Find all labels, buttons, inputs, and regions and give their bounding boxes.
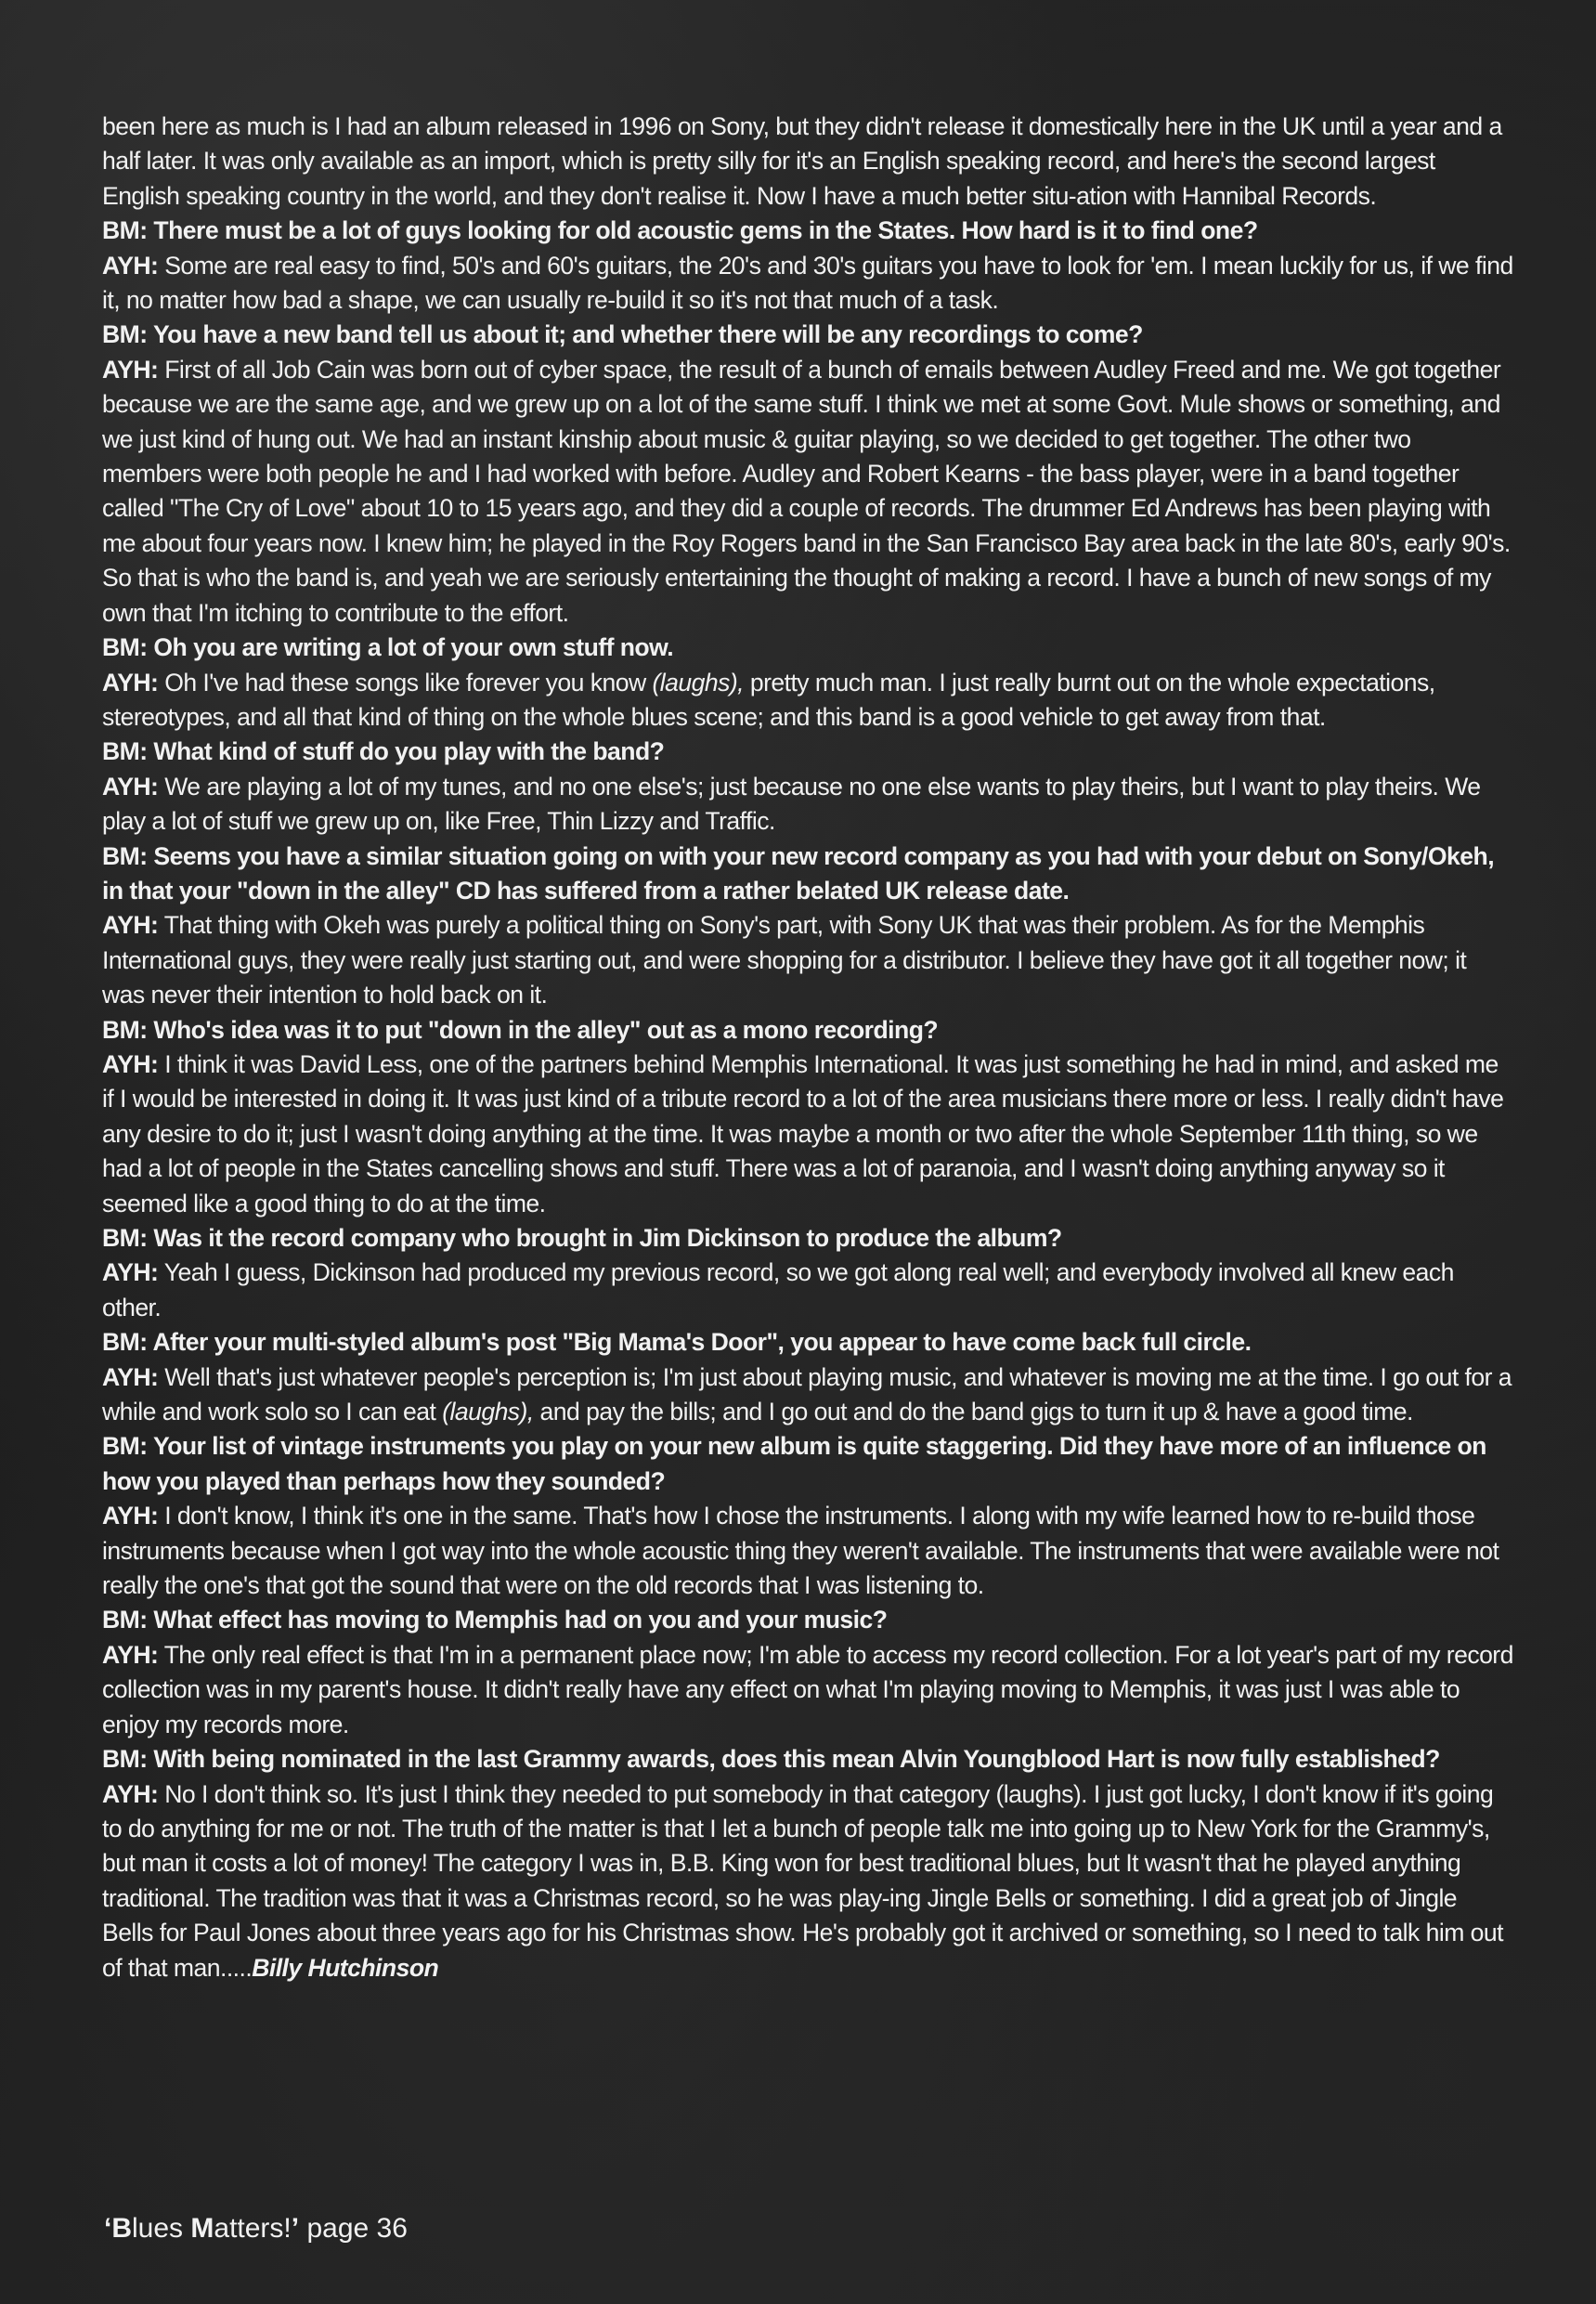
answer: AYH: Oh I've had these songs like forever you know (laughs), pretty much man. I just really burnt out on the whole expectations, stereotypes, and all that kind of thing on the whole blues scene; and this band is a good vehicle to get away from that. (102, 668, 1435, 731)
question: BM: What kind of stuff do you play with the band? (102, 737, 665, 766)
page-footer: ‘Blues Matters!’ page 36 (104, 2213, 408, 2244)
answer: AYH: First of all Job Cain was born out of cyber space, the result of a bunch of emails between Audley Freed and me. We got together because we are the same age, and we grew up on a lot of the same stuff. I think we met at some Govt. Mule shows or something, and we just kind of hung out. We had an instant kinship about music & guitar playing, so we decided to get together. The other two members were both people he and I had worked with before. Audley and Robert Kearns - the bass player, were in a band together called "The Cry of Love" about 10 to 15 years ago, and they did a couple of records. The drummer Ed Andrews has been playing with me about four years now. I knew him; he played in the Roy Rogers band in the San Francisco Bay area back in the late 80's, early 90's. So that is who the band is, and yeah we are seriously entertaining the thought of making a record. I have a bunch of new songs of my own that I'm itching to contribute to the effort. (102, 355, 1511, 627)
author-signature: Billy Hutchinson (252, 1953, 439, 1982)
paragraph: been here as much is I had an album released in 1996 on Sony, but they didn't release it domestically here in the UK until a year and a half later. It was only available as an import, which is pretty silly for it's an English speaking record, and here's the second largest English speaking country in the world, and they don't realise it. Now I have a much better situ-ation with Hannibal Records. (102, 112, 1502, 210)
answer: AYH: Yeah I guess, Dickinson had produced my previous record, so we got along real well; and everybody involved all knew each other. (102, 1258, 1454, 1321)
question: BM: Was it the record company who brought in Jim Dickinson to produce the album? (102, 1224, 1062, 1252)
answer: AYH: We are playing a lot of my tunes, and no one else's; just because no one else wants to play theirs, but I want to play theirs. We play a lot of stuff we grew up on, like Free, Thin Lizzy and Traffic. (102, 772, 1481, 836)
question: BM: You have a new band tell us about it; and whether there will be any recordings to come? (102, 320, 1143, 349)
question: BM: After your multi-styled album's post "Big Mama's Door", you appear to have come back full circle. (102, 1328, 1252, 1357)
answer: AYH: I don't know, I think it's one in the same. That's how I chose the instruments. I along with my wife learned how to re-build those instruments because when I got way into the whole acoustic thing they weren't available. The instruments that were available were not really the one's that got the sound that were on the old records that I was listening to. (102, 1502, 1499, 1600)
page-number: page 36 (299, 2213, 408, 2244)
question: BM: Who's idea was it to put "down in the alley" out as a mono recording? (102, 1015, 939, 1044)
answer: AYH: I think it was David Less, one of the partners behind Memphis International. It was just something he had in mind, and asked me if I would be interested in doing it. It was just kind of a tribute record to a lot of the area musicians there more or less. I really didn't have any desire to do it; just I wasn't doing anything at the time. It was maybe a month or two after the whole September 11th thing, so we had a lot of people in the States cancelling shows and stuff. There was a lot of paranoia, and I wasn't doing anything anyway so it seemed like a good thing to do at the time. (102, 1049, 1504, 1217)
question: BM: Your list of vintage instruments you play on your new album is quite staggering. Did they have more of an influence on how you played than perhaps how they sounded? (102, 1432, 1486, 1495)
answer: AYH: The only real effect is that I'm in a permanent place now; I'm able to access my record collection. For a lot year's part of my record collection was in my parent's house. It didn't really have any effect on what I'm playing moving to Memphis, it was just I was able to enjoy my records more. (102, 1640, 1513, 1738)
question: BM: Seems you have a similar situation going on with your new record company as you had with your debut on Sony/Okeh, in that your "down in the alley" CD has suffered from a rather belated UK release date. (102, 841, 1495, 905)
question: BM: Oh you are writing a lot of your own stuff now. (102, 633, 674, 662)
answer: AYH: Well that's just whatever people's perception is; I'm just about playing music, and whatever is moving me at the time. I go out for a while and work solo so I can eat (laughs), and pay the bills; and I go out and do the band gigs to turn it up & have a good time. (102, 1362, 1512, 1426)
answer: AYH: Some are real easy to find, 50's and 60's guitars, the 20's and 30's guitars you have to look for 'em. I mean luckily for us, if we find it, no matter how bad a shape, we can usually re-build it so it's not that much of a task. (102, 251, 1513, 315)
answer: AYH: No I don't think so. It's just I think they needed to put somebody in that category (laughs). I just got lucky, I don't know if it's going to do anything for me or not. The truth of the matter is that I let a bunch of people talk me into going up to New York for the Grammy's, but man it costs a lot of money! The category I was in, B.B. King won for best traditional blues, but It wasn't that he played anything traditional. The tradition was that it was a Christmas record, so he was play-ing Jingle Bells or something. I did a great job of Jingle Bells for Paul Jones about three years ago for his Christmas show. He's probably got it archived or something, so I need to talk him out of that man.....Billy Hutchinson (102, 1779, 1503, 1982)
question: BM: What effect has moving to Memphis had on you and your music? (102, 1606, 888, 1634)
question: BM: With being nominated in the last Grammy awards, does this mean Alvin Youngblood Hart is now fully established? (102, 1745, 1440, 1774)
answer: AYH: That thing with Okeh was purely a political thing on Sony's part, with Sony UK that was their problem. As for the Memphis International guys, they were really just starting out, and were shopping for a distributor. I believe they have got it all together now; it was never their intention to hold back on it. (102, 911, 1467, 1009)
article-body (102, 110, 1513, 1985)
question: BM: There must be a lot of guys looking for old acoustic gems in the States. How hard is it to find one? (102, 216, 1258, 245)
